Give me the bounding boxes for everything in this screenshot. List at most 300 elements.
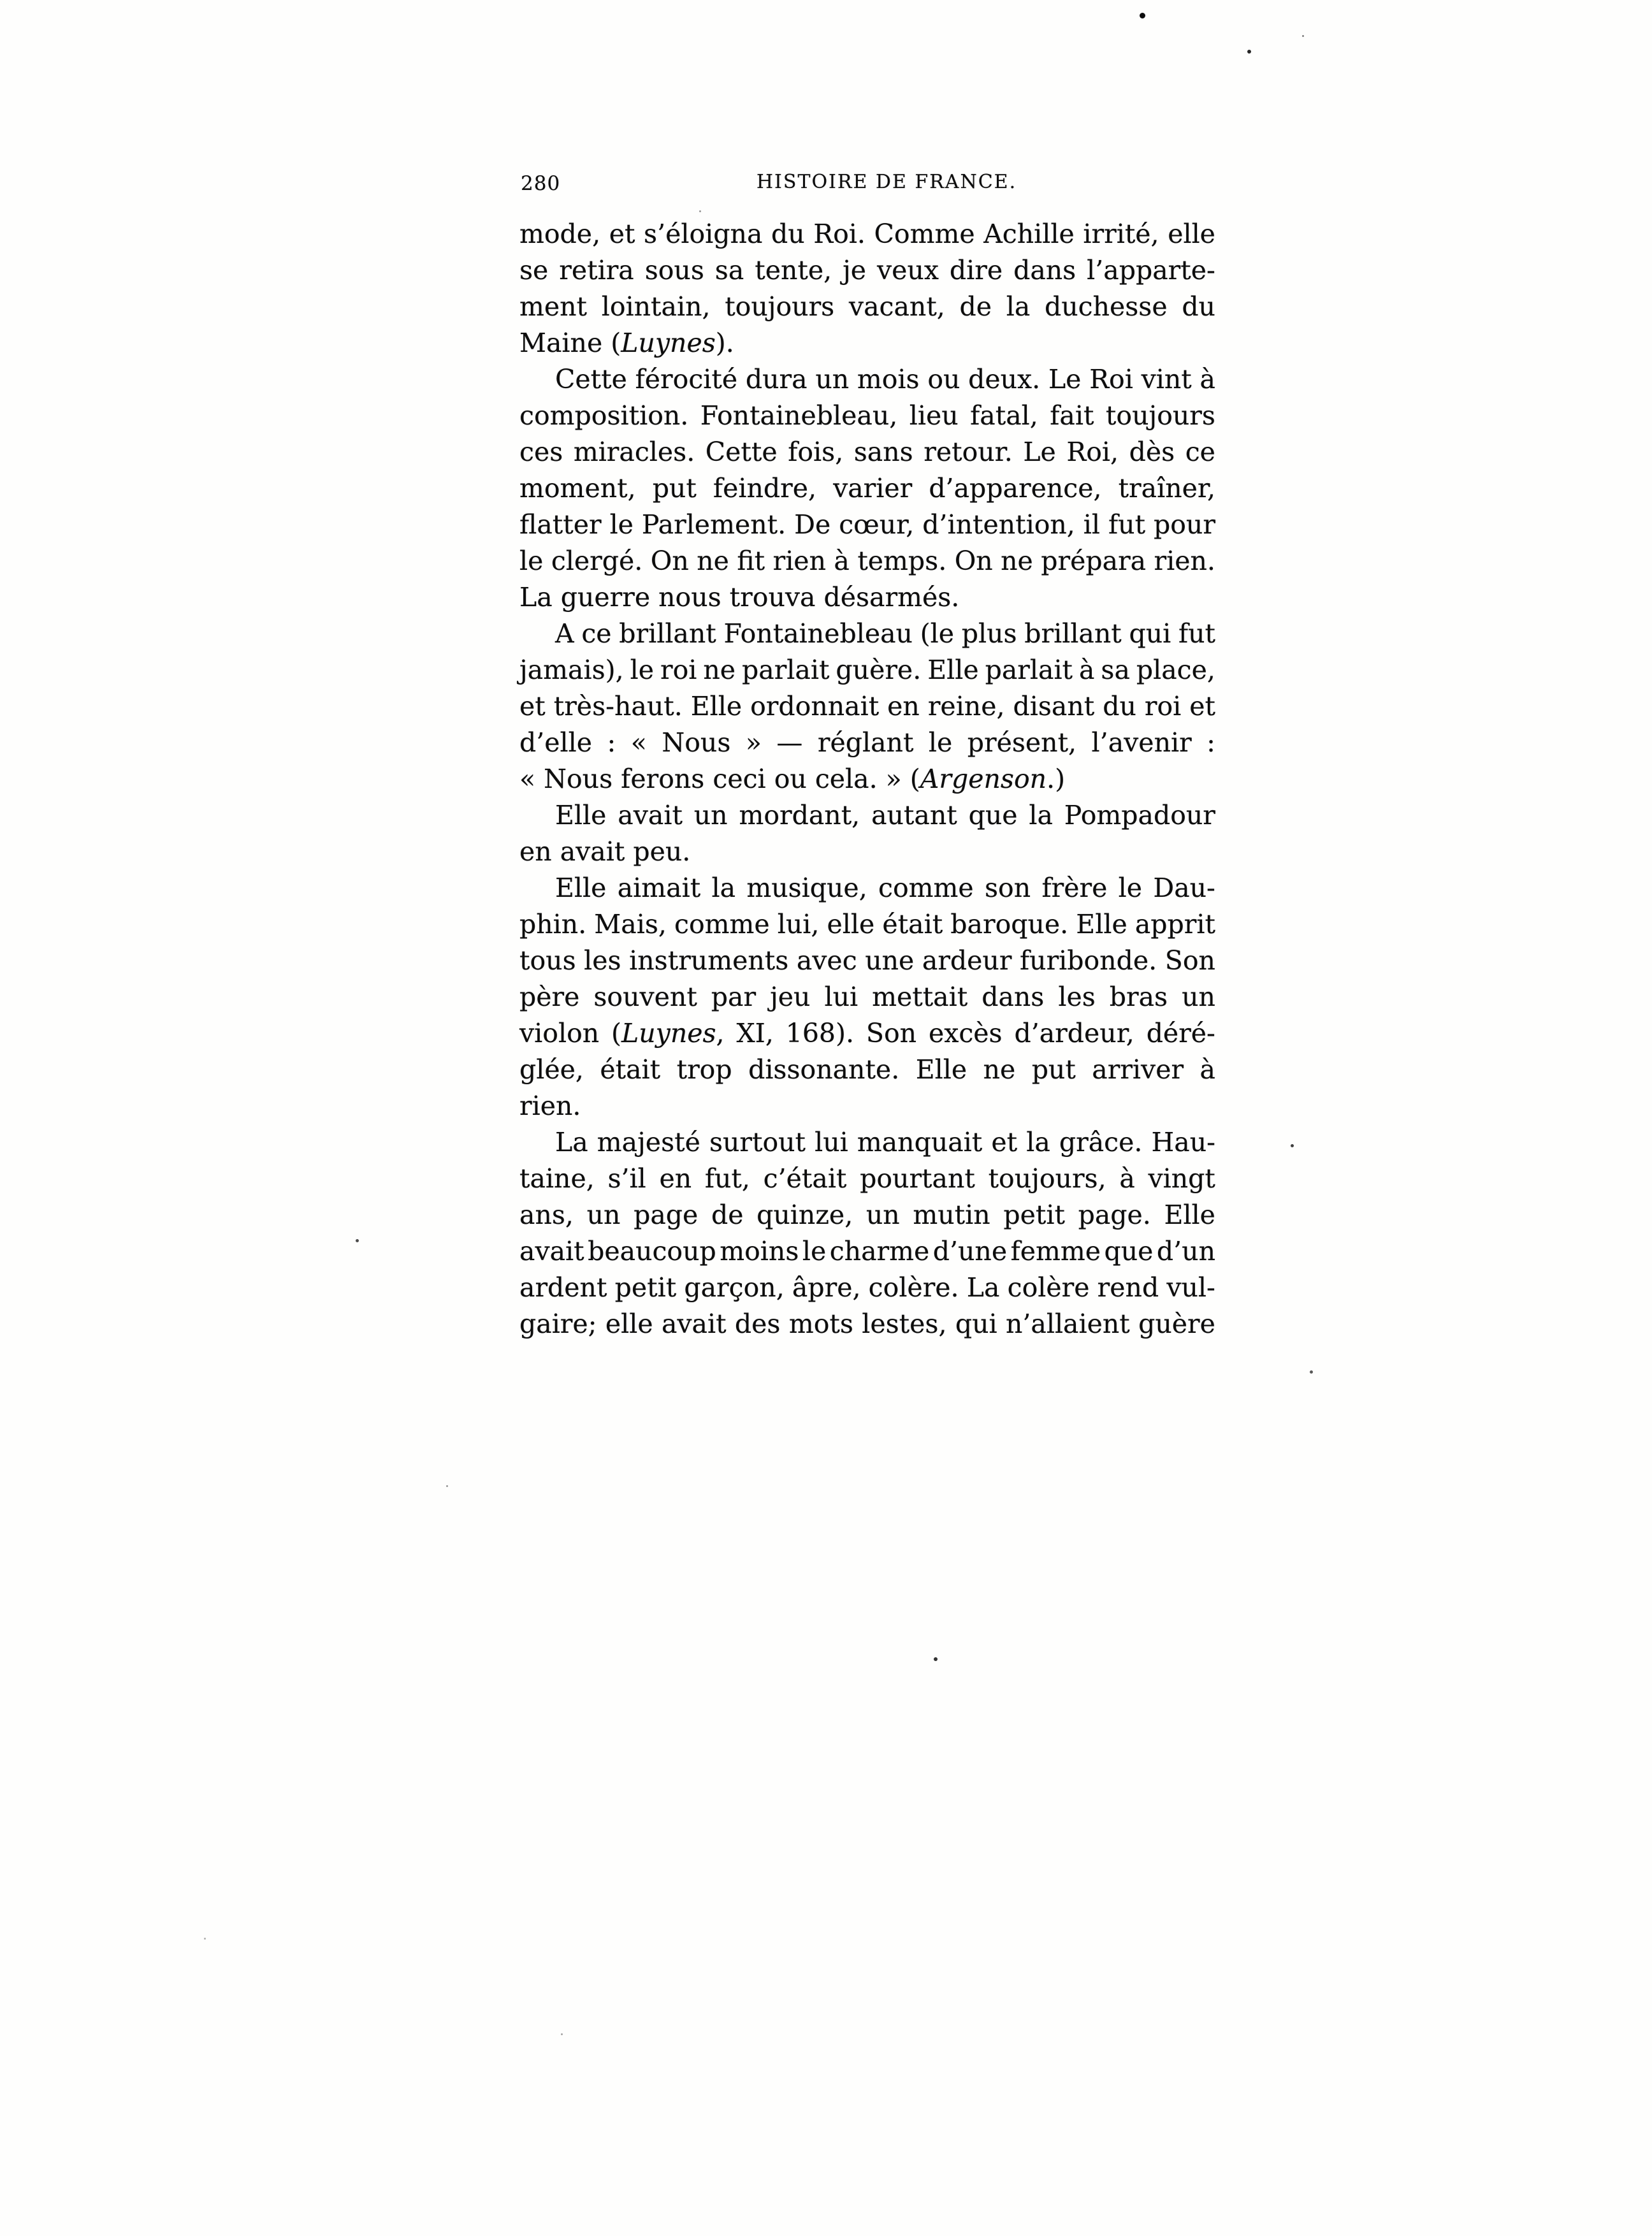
text-segment: fatal, [970, 400, 1038, 431]
word [634, 1197, 698, 1233]
word [600, 1052, 660, 1088]
word [1206, 725, 1215, 761]
text-segment: parlait [985, 655, 1073, 685]
word [967, 1270, 1000, 1306]
text-line [519, 906, 1215, 943]
word [830, 1233, 930, 1270]
word [1200, 361, 1215, 398]
text-segment: A [555, 618, 574, 649]
word [1079, 652, 1094, 688]
word [593, 979, 697, 1015]
text-segment: brillant [619, 618, 716, 649]
text-segment: composition. [519, 400, 689, 431]
text-segment: ne [697, 546, 729, 576]
word [1141, 361, 1192, 398]
text-segment: reine, [927, 691, 1005, 722]
word [794, 507, 830, 543]
text-line [519, 361, 1215, 398]
text-segment: par [711, 982, 757, 1012]
text-segment: Hau- [1151, 1127, 1215, 1158]
text-segment: jeu [770, 982, 811, 1012]
text-segment: (le [920, 618, 955, 649]
word [1083, 216, 1159, 252]
text-segment: sa [1101, 655, 1130, 685]
text-line [519, 507, 1215, 543]
word [555, 797, 606, 834]
text-segment: La [555, 1127, 588, 1158]
word [1152, 1124, 1215, 1161]
text-segment: Fontainebleau [723, 618, 913, 649]
text-segment: : [607, 727, 616, 758]
text-segment: phin. [519, 909, 587, 940]
word [1101, 652, 1129, 688]
word [1024, 616, 1122, 652]
text-segment: s’il [607, 1163, 646, 1194]
word [922, 943, 1012, 979]
scan-speck [561, 2033, 563, 2035]
scan-speck [446, 1485, 448, 1487]
text-line [519, 543, 1215, 579]
text-line [519, 1270, 1215, 1306]
word [969, 797, 1018, 834]
word [1105, 1233, 1154, 1270]
word [909, 398, 959, 434]
word [629, 943, 788, 979]
scan-speck [699, 210, 701, 212]
text-segment: Son [866, 1018, 917, 1049]
text-segment: elle [1168, 219, 1215, 249]
word [619, 616, 716, 652]
word [644, 216, 762, 252]
word [862, 1306, 946, 1342]
text-segment: le [609, 509, 634, 540]
word [1135, 906, 1215, 943]
text-segment: Maine ( [519, 328, 621, 358]
page-number: 280 [521, 172, 561, 195]
text-segment: fut, [704, 1163, 750, 1194]
word [1006, 1306, 1130, 1342]
word [705, 1161, 750, 1197]
text-segment: temps. [857, 546, 947, 576]
word [607, 1161, 646, 1197]
word [1020, 943, 1157, 979]
scan-speck [356, 1239, 359, 1242]
text-segment: d’une [932, 1236, 1008, 1267]
word [725, 289, 834, 325]
word [551, 543, 642, 579]
text-segment: colère [1007, 1272, 1090, 1303]
text-segment: petit [1003, 1200, 1065, 1230]
text-segment: musique, [746, 873, 867, 903]
word [750, 688, 879, 725]
text-line [519, 616, 1215, 652]
word [554, 688, 683, 725]
word [746, 870, 867, 906]
text-segment: violon [519, 1018, 600, 1049]
text-segment: 168). [785, 1018, 855, 1049]
text-segment: beaucoup [588, 1236, 716, 1267]
word [834, 543, 849, 579]
word [635, 361, 738, 398]
text-segment: Mais, [594, 909, 667, 940]
word [869, 1270, 959, 1306]
text-segment: se [519, 255, 549, 286]
text-segment: sa [714, 255, 744, 286]
text-segment: ou [927, 364, 960, 395]
word [1013, 252, 1076, 289]
word [985, 870, 1031, 906]
text-segment: dissonante. [748, 1054, 900, 1085]
text-segment: cœur, [839, 509, 915, 540]
text-segment: irrité, [1083, 219, 1159, 249]
scan-speck [1247, 50, 1251, 54]
text-line [519, 434, 1215, 470]
word [983, 216, 1075, 252]
word [1178, 616, 1215, 652]
text-segment: On [954, 546, 993, 576]
text-segment: avait [519, 1236, 584, 1267]
text-segment: Le [1048, 364, 1082, 395]
word [1050, 398, 1094, 434]
text-segment: rien. [519, 1091, 581, 1121]
text-line [519, 1233, 1215, 1270]
word [519, 1161, 595, 1197]
text-segment: avait [661, 1309, 727, 1339]
word [519, 1233, 584, 1270]
text-segment: trop [676, 1054, 732, 1085]
text-segment: âpre, [792, 1272, 861, 1303]
word [1032, 1052, 1076, 1088]
word [618, 870, 700, 906]
text-segment: lui, [777, 909, 820, 940]
text-segment: toujours [725, 291, 835, 322]
running-title: HISTOIRE DE FRANCE. [756, 171, 1017, 193]
word [694, 797, 728, 834]
word [1154, 543, 1215, 579]
text-segment: je [843, 255, 867, 286]
word [1136, 652, 1215, 688]
text-segment: moins [720, 1236, 799, 1267]
word [1041, 870, 1107, 906]
word [651, 543, 689, 579]
text-segment: Elle [927, 655, 979, 685]
word [736, 1015, 773, 1052]
word [985, 652, 1073, 688]
word [610, 507, 634, 543]
text-segment: à [1199, 1054, 1215, 1085]
text-segment: tous [519, 945, 576, 976]
word [597, 1124, 700, 1161]
text-segment: les [584, 945, 621, 976]
text-segment: la [1006, 291, 1031, 322]
word [574, 434, 695, 470]
text-segment: dire [949, 255, 1003, 286]
word [584, 943, 621, 979]
word [882, 906, 943, 943]
text-segment: mutin [913, 1200, 990, 1230]
text-segment: page. [1078, 1200, 1151, 1230]
text-segment: d’intention, [922, 509, 1075, 540]
text-segment: un [866, 1200, 900, 1230]
word [872, 979, 967, 1015]
text-segment: père [519, 982, 580, 1012]
text-segment: Cette [705, 437, 778, 467]
word [771, 216, 805, 252]
text-segment: ordonnait [750, 691, 880, 722]
word [1092, 725, 1192, 761]
text-segment: la [1029, 800, 1053, 831]
text-segment: » [745, 727, 762, 758]
text-segment: Elle [555, 873, 607, 903]
text-segment: une [865, 945, 915, 976]
word [1157, 1233, 1215, 1270]
text-segment: La [966, 1272, 1000, 1303]
word [715, 252, 744, 289]
word [1185, 434, 1215, 470]
text-segment: Elle [690, 691, 743, 722]
text-segment: comme [674, 909, 770, 940]
text-segment: autant [871, 800, 957, 831]
scan-speck [1310, 1370, 1313, 1374]
text-segment: à [834, 546, 850, 576]
word [555, 361, 627, 398]
text-segment: que [968, 800, 1018, 831]
text-segment: des [734, 1309, 781, 1339]
word [1058, 979, 1095, 1015]
word [662, 1306, 727, 1342]
text-segment: en [887, 691, 920, 722]
word [703, 652, 735, 688]
word [605, 1306, 653, 1342]
word [1008, 1270, 1090, 1306]
word [836, 652, 921, 688]
word [970, 398, 1038, 434]
word [519, 725, 592, 761]
word [833, 470, 912, 507]
text-segment: Comme [874, 219, 975, 249]
text-segment: majesté [597, 1127, 700, 1158]
text-segment: manquait [857, 1127, 983, 1158]
word [1166, 1270, 1215, 1306]
text-segment: , [716, 1018, 725, 1049]
text-segment: roi [660, 655, 697, 685]
text-segment: fut [1178, 618, 1215, 649]
word [874, 216, 975, 252]
word [922, 507, 1075, 543]
text-segment: Elle [915, 1054, 967, 1085]
word [1119, 870, 1142, 906]
text-line [519, 289, 1215, 325]
word [519, 688, 546, 725]
text-segment: présent, [967, 727, 1077, 758]
word [1076, 906, 1127, 943]
word [684, 1270, 784, 1306]
text-line [519, 1306, 1215, 1342]
word [1119, 470, 1215, 507]
word [1110, 979, 1168, 1015]
word [854, 434, 913, 470]
text-segment: ardeur [922, 945, 1012, 976]
word [843, 252, 866, 289]
text-line [519, 1161, 1215, 1197]
word [1164, 1197, 1215, 1233]
text-segment: put [1031, 1054, 1076, 1085]
text-segment: qui [955, 1309, 997, 1339]
word [982, 979, 1044, 1015]
text-segment: petit [614, 1272, 677, 1303]
text-segment: Roi [1089, 364, 1133, 395]
word [802, 1233, 826, 1270]
word [742, 652, 829, 688]
word [1001, 543, 1033, 579]
text-segment: miracles. [573, 437, 695, 467]
text-segment: Roi, [1066, 437, 1119, 467]
text-segment: dans [1013, 255, 1076, 286]
word [660, 652, 697, 688]
text-segment: Dau- [1153, 873, 1215, 903]
text-segment: La guerre nous trouva désarmés. [519, 582, 960, 613]
word [1023, 434, 1056, 470]
text-segment: mode, [519, 219, 601, 249]
word [519, 943, 576, 979]
text-segment: arriver [1092, 1054, 1184, 1085]
word [519, 434, 563, 470]
text-segment: ment [519, 291, 588, 322]
text-segment: fit [737, 546, 765, 576]
text-segment: Le [1023, 437, 1056, 467]
word [659, 1161, 692, 1197]
text-segment: souvent [593, 982, 697, 1012]
text-segment: fait [1050, 400, 1094, 431]
text-segment: : [1206, 727, 1215, 758]
text-segment: ne [983, 1054, 1016, 1085]
text-segment: rend [1097, 1272, 1159, 1303]
text-segment: put [652, 473, 697, 504]
text-segment: pour [1154, 509, 1215, 540]
word [764, 1161, 847, 1197]
text-segment: mordant, [739, 800, 860, 831]
word [789, 1306, 853, 1342]
text-segment: page [634, 1200, 699, 1230]
word [757, 1197, 853, 1233]
text-segment: disant [1013, 691, 1095, 722]
word [933, 1233, 1007, 1270]
word [813, 216, 866, 252]
word [618, 797, 683, 834]
word [1048, 361, 1082, 398]
text-line [519, 943, 1215, 979]
word [519, 543, 543, 579]
text-segment: duchesse [1044, 291, 1168, 322]
word [866, 1015, 917, 1052]
word [968, 361, 1040, 398]
text-segment: Fontainebleau, [700, 400, 898, 431]
word [849, 289, 945, 325]
text-line [519, 725, 1215, 761]
text-line [519, 979, 1215, 1015]
word [927, 361, 960, 398]
text-line [519, 688, 1215, 725]
text-segment: vint [1141, 364, 1192, 395]
word [962, 616, 1017, 652]
text-segment: varier [833, 473, 913, 504]
text-segment: Parlement. [641, 509, 786, 540]
word [611, 1015, 725, 1052]
word [1041, 543, 1146, 579]
word [746, 725, 762, 761]
word [1148, 1161, 1215, 1197]
text-segment: surtout [709, 1127, 806, 1158]
word [857, 543, 946, 579]
citation-italic: Luynes [621, 328, 716, 358]
scan-speck [1291, 1144, 1294, 1147]
text-segment: ce [1185, 437, 1215, 467]
text-line [519, 470, 1215, 507]
word [519, 252, 548, 289]
text-line [519, 398, 1215, 434]
word [955, 1306, 997, 1342]
text-segment: vul- [1166, 1272, 1215, 1303]
text-segment: lui [815, 1127, 848, 1158]
word [735, 1306, 781, 1342]
text-segment: feindre, [713, 473, 816, 504]
word [1014, 1015, 1134, 1052]
text-segment: un [815, 364, 850, 395]
text-segment: à [1079, 655, 1095, 685]
word [1003, 1197, 1065, 1233]
word [1168, 216, 1215, 252]
text-segment: de [959, 291, 992, 322]
word [711, 870, 735, 906]
word [1092, 1052, 1184, 1088]
word [720, 1233, 799, 1270]
word [860, 1161, 975, 1197]
text-segment: elle [827, 909, 875, 940]
word [555, 870, 606, 906]
word [1006, 289, 1031, 325]
word [815, 361, 849, 398]
word [1145, 688, 1181, 725]
text-segment: baroque. [950, 909, 1069, 940]
word [920, 616, 954, 652]
word [878, 870, 974, 906]
text-segment: ne [1001, 546, 1033, 576]
text-segment: la [1026, 1127, 1050, 1158]
word [792, 1270, 861, 1306]
word [594, 906, 667, 943]
word [788, 434, 843, 470]
word [871, 797, 957, 834]
word [924, 434, 1013, 470]
text-segment: De [794, 509, 831, 540]
text-segment: que [1104, 1236, 1154, 1267]
word [887, 688, 920, 725]
word [950, 252, 1003, 289]
text-segment: n’allaient [1005, 1309, 1130, 1339]
text-segment: Elle [1164, 1200, 1215, 1230]
word [778, 906, 820, 943]
text-segment: Elle [555, 800, 607, 831]
text-segment: mois [857, 364, 920, 395]
text-segment: parlait [742, 655, 830, 685]
text-segment: très-haut. [553, 691, 683, 722]
word [519, 216, 600, 252]
scan-speck [204, 1938, 206, 1940]
text-segment: réglant [817, 727, 914, 758]
word [989, 1161, 1106, 1197]
text-segment: guère. [836, 655, 922, 685]
word [555, 616, 574, 652]
